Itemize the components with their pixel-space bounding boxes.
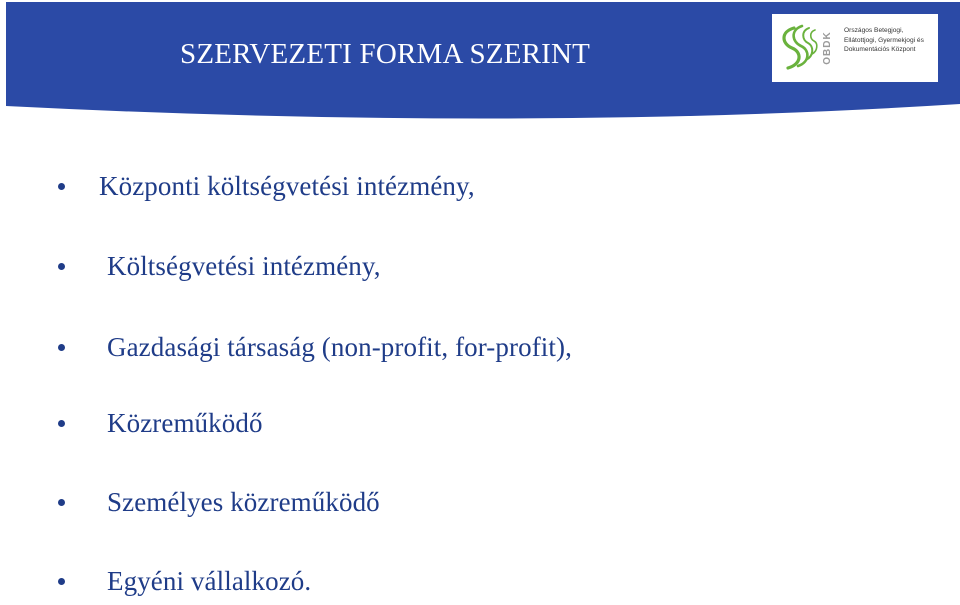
- bullet-text: Központi költségvetési intézmény,: [99, 170, 475, 201]
- logo-line: Országos Betegjogi,: [844, 27, 904, 34]
- bullet-dot-icon: [58, 263, 65, 270]
- bullet-text: Gazdasági társaság (non-profit, for-profit),: [107, 331, 572, 362]
- slide-title: SZERVEZETI FORMA SZERINT: [180, 38, 591, 70]
- bullet-text: Egyéni vállalkozó.: [107, 565, 312, 596]
- bullet-item: [58, 327, 572, 367]
- bullet-text: Közreműködő: [107, 407, 263, 438]
- bullet-dot-icon: [58, 183, 65, 190]
- bullet-dot-icon: [58, 344, 65, 351]
- bullet-item: [58, 482, 380, 522]
- bullet-item: [58, 403, 263, 443]
- logo-line: Ellátottjogi, Gyermekjogi és: [844, 36, 924, 44]
- bullet-item: [58, 561, 311, 601]
- bullet-item: [58, 246, 381, 286]
- bullet-item: [58, 166, 475, 206]
- bullet-dot-icon: [58, 420, 65, 427]
- bullet-dot-icon: [58, 499, 65, 506]
- bullet-dot-icon: [58, 578, 65, 585]
- bullet-text: Személyes közreműködő: [107, 486, 380, 517]
- bullet-text: Költségvetési intézmény,: [107, 250, 381, 281]
- logo-line: Dokumentációs Központ: [844, 46, 916, 54]
- logo-mark-letters: OBDK: [822, 31, 833, 65]
